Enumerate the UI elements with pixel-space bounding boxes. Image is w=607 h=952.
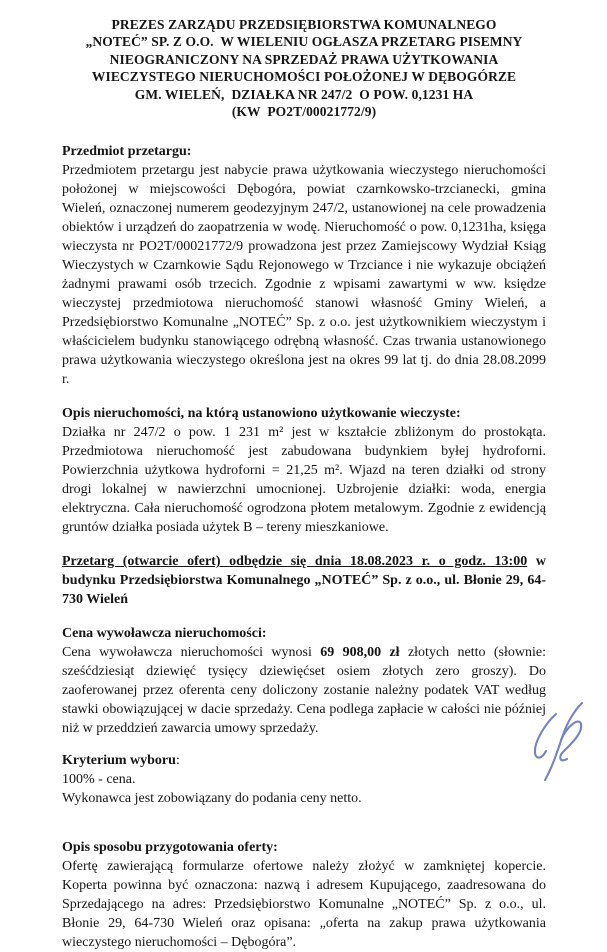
handwritten-signature-scribble — [520, 696, 600, 782]
auction-datetime-underlined: Przetarg (otwarcie ofert) odbędzie się dnia 18.08.2023 r. o godz. 13:00 — [62, 554, 528, 570]
price-text-pre: Cena wywoławcza nieruchomości wynosi — [62, 645, 321, 661]
section-auction-notice — [62, 552, 546, 609]
auction-location: w budynku Przedsiębiorstwa Komunalnego „NOTEĆ” Sp. z o.o., ul. Błonie 29, 64-730 Wieleń — [62, 554, 546, 608]
subject-paragraph: Przedmiotem przetargu jest nabycie prawa użytkowania wieczystego nieruchomości położonej w miejscowości Dębogóra, powiat czarnkowsko-trzcianecki, gmina Wieleń, oznaczonej numerem geodezyjnym 247/2, ustanowionej na cele prowadzenia obiektów i urządzeń do zaopatrzenia w wodę. Nieruchomość o pow. 0,1231ha, księga wieczysta nr PO2T/00021772/9 prowadzona jest przez Zamiejscowy Wydział Ksiąg Wieczystych w Czarnkowie Sądu Rejonowego w Trzciance i nie wykazuje obciążeń żadnymi prawami osób trzecich. Zgodnie z wpisami zawartymi w ww. księdze wieczystej przedmiotowa nieruchomość stanowi własność Gminy Wieleń, a Przedsiębiorstwo Komunalne „NOTEĆ” Sp. z o.o. jest użytkownikiem wieczystym i właścicielem budynku stanowiącego odrębną własność. Czas trwania ustanowionego prawa użytkowania wieczystego określona jest na okres 99 lat tj. do dnia 28.08.2099 r. — [62, 163, 546, 388]
document-title — [62, 16, 546, 120]
criterion-heading-colon: : — [175, 753, 180, 769]
property-description-heading: Opis nieruchomości, na którą ustanowiono użytkowanie wieczyste: — [62, 406, 461, 422]
title-line-5: GM. WIELEŃ, DZIAŁKA NR 247/2 O POW. 0,1231 HA — [134, 86, 474, 102]
title-line-3: NIEOGRANICZONY NA SPRZEDAŻ PRAWA UŻYTKOWANIA — [109, 51, 499, 67]
price-paragraph — [62, 643, 546, 738]
title-line-4: WIECZYSTEGO NIERUCHOMOŚCI POŁOŻONEJ W DĘBOGÓRZE — [91, 69, 517, 85]
subject-heading: Przedmiot przetargu: — [62, 144, 192, 160]
price-amount: 69 908,00 zł — [320, 645, 400, 661]
title-line-1: PREZES ZARZĄDU PRZEDSIĘBIORSTWA KOMUNALNEGO — [111, 17, 497, 32]
section-subject — [62, 142, 546, 389]
offer-preparation-heading: Opis sposobu przygotowania oferty: — [62, 840, 278, 856]
auction-notice — [62, 552, 546, 609]
section-criterion — [62, 751, 546, 808]
section-price — [62, 624, 546, 738]
criterion-heading — [62, 751, 546, 770]
property-description-paragraph: Działka nr 247/2 o pow. 1 231 m² jest w kształcie zbliżonym do prostokąta. Przedmiotowa nieruchomość jest zabudowana budynkiem byłej hydroforni. Powierzchnia użytkowa hydroforni = 21,25 m². Wjazd na teren działki od strony drogi lokalnej w nawierzchni umocnionej. Uzbrojenie działki: woda, energia elektryczna. Cała nieruchomość ogrodzona płotem metalowym. Zgodnie z ewidencją gruntów działka posiada użytek B – tereny mieszkaniowe. — [62, 425, 546, 536]
section-property-description — [62, 404, 546, 537]
price-text-post: złotych netto (słownie: sześćdziesiąt dziewięć tysięcy dziewięćset osiem złotych zero groszy). Do zaoferowanej przez oferenta ceny doliczony zostanie należny podatek VAT według stawki obowiązującej w dacie sprzedaży. Cena podlega zapłacie w całości nie później niż w przeddzień zawarcia umowy sprzedaży. — [62, 645, 547, 737]
section-offer-preparation — [62, 838, 546, 952]
offer-preparation-paragraph: Ofertę zawierającą formularze ofertowe należy złożyć w zamkniętej kopercie. Koperta powinna być oznaczona: nazwą i adresem Kupującego, zaadresowana do Sprzedającego na adres: Przedsiębiorstwo Komunalne „NOTEĆ” Sp. z o.o., ul. Błonie 29, 64-730 Wieleń oraz opisana: „oferta na zakup prawa użytkowania wieczystego nieruchomości – Dębogóra”. — [62, 859, 546, 951]
criterion-heading-bold: Kryterium wyboru — [62, 753, 176, 769]
criterion-line-net: Wykonawca jest zobowiązany do podania ceny netto. — [62, 791, 362, 807]
criterion-line-price: 100% - cena. — [62, 772, 136, 788]
title-line-2: „NOTEĆ” SP. Z O.O. W WIELENIU OGŁASZA PRZETARG PISEMNY — [85, 34, 523, 50]
price-heading: Cena wywoławcza nieruchomości: — [62, 626, 267, 642]
title-line-6: (KW PO2T/00021772/9) — [231, 104, 377, 120]
